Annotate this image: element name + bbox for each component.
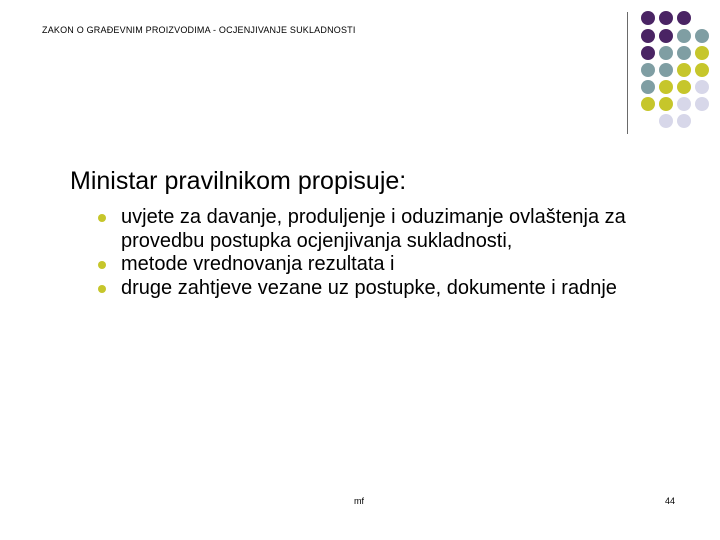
bullet-text: druge zahtjeve vezane uz postupke, dokumente i radnje [121, 276, 617, 299]
decor-dot [677, 46, 691, 60]
decor-dot [659, 80, 673, 94]
decor-dot [695, 80, 709, 94]
decor-dot [677, 11, 691, 25]
bullet-text: metode vrednovanja rezultata i [121, 253, 395, 275]
header-title: ZAKON O GRAĐEVNIM PROIZVODIMA - OCJENJIVANJE SUKLADNOSTI [42, 25, 356, 35]
decor-dot [659, 11, 673, 25]
page-number: 44 [665, 496, 676, 506]
decor-dot [677, 97, 691, 111]
decor-dot [659, 114, 673, 128]
bullet-item [96, 253, 686, 277]
decor-dot [659, 46, 673, 60]
bullet-text: uvjete za davanje, produljenje i oduzimanje ovlaštenja za provedbu postupka ocjenjivanja sukladnosti, [121, 206, 626, 252]
decor-dot [641, 80, 655, 94]
bullet-item [96, 277, 686, 301]
decor-dot [677, 29, 691, 43]
decor-dot [641, 11, 655, 25]
bullet-dot-icon [98, 214, 106, 222]
decor-dot [659, 63, 673, 77]
decor-dot [641, 46, 655, 60]
decor-dot [677, 80, 691, 94]
decor-dot [659, 97, 673, 111]
decor-dot [695, 46, 709, 60]
decor-dot [695, 29, 709, 43]
decor-dot [677, 114, 691, 128]
bullet-list [96, 206, 686, 300]
decor-dot [659, 29, 673, 43]
decor-dot [641, 97, 655, 111]
bullet-dot-icon [98, 261, 106, 269]
bullet-item [96, 206, 686, 253]
decor-dot [641, 63, 655, 77]
decor-dot [695, 97, 709, 111]
slide-title: Ministar pravilnikom propisuje: [70, 167, 407, 195]
decor-dot [677, 63, 691, 77]
decor-dot [641, 29, 655, 43]
footer-author: mf [354, 496, 364, 506]
decorative-dot-grid [0, 0, 720, 140]
bullet-dot-icon [98, 285, 106, 293]
decor-dot [695, 63, 709, 77]
